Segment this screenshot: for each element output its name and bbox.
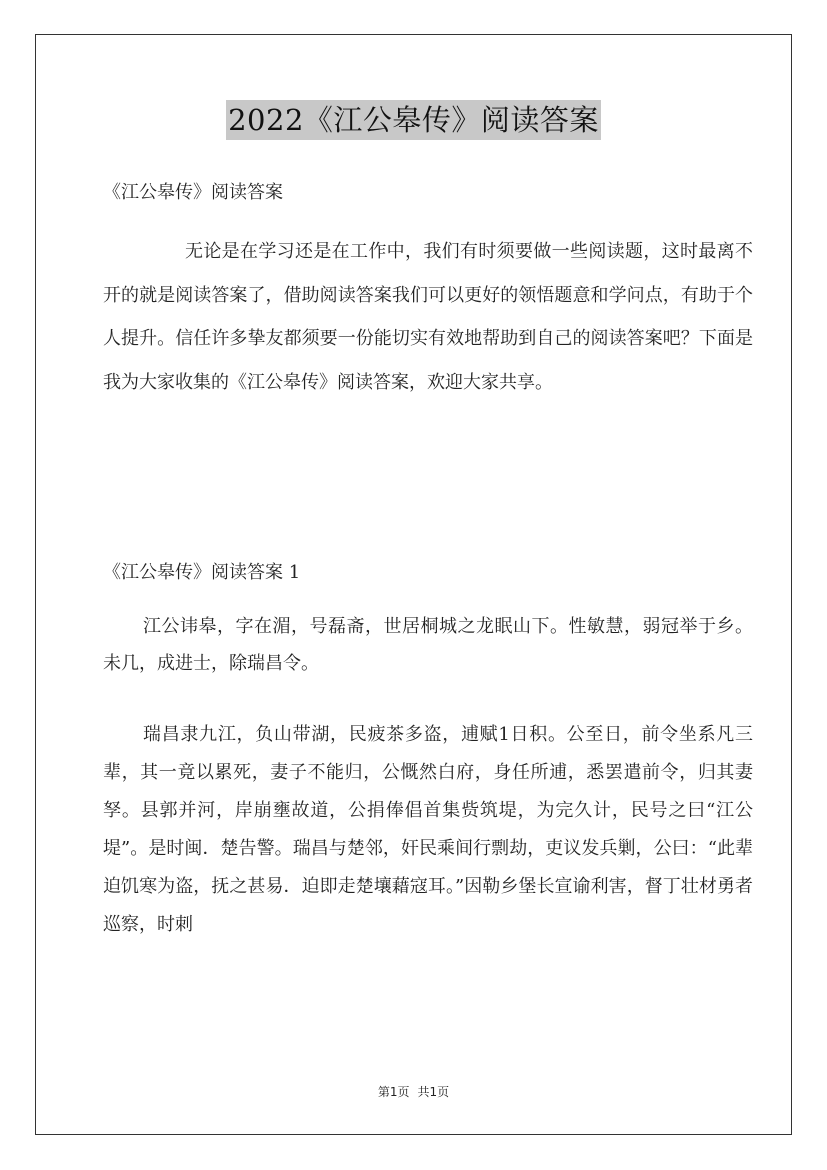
page-footer [0, 1083, 827, 1100]
page-total: 共1页 [417, 1085, 450, 1099]
title-container [0, 100, 827, 140]
body-paragraph-2: 瑞昌隶九江，负山带湖，民疲茶多盗，逋赋1日积。公至日，前令坐系凡三辈，其一竟以累死，妻子不能归，公慨然白府，身任所逋，悉罢遣前令，归其妻孥。县郭并河，岸崩壅故道，公捐俸倡首集赀筑堤，为完久计，民号之曰“江公堤”。是时闽．楚告警。瑞昌与楚邻，奸民乘间行剽劫，吏议发兵剿，公曰：“此辈迫饥寒为盗，抚之甚易．迫即走楚壤藉寇耳。”因勒乡堡长宣谕利害，督丁壮材勇者巡察，时刺 [103, 724, 753, 935]
intro-paragraph: 无论是在学习还是在工作中，我们有时须要做一些阅读题，这时最离不开的就是阅读答案了，借助阅读答案我们可以更好的领悟题意和学问点，有助于个人提升。信任许多挚友都须要一份能切实有效地帮助到自己的阅读答案吧？下面是我为大家收集的《江公皋传》阅读答案，欢迎大家共享。 [103, 241, 753, 393]
section-heading: 《江公皋传》阅读答案 1 [103, 562, 301, 583]
body-paragraph-1: 江公讳皋，字在湄，号磊斋，世居桐城之龙眠山下。性敏慧，弱冠举于乡。未几，成进士，除瑞昌令。 [103, 616, 753, 674]
document-subtitle: 《江公皋传》阅读答案 [103, 182, 283, 203]
document-title: 2022《江公皋传》阅读答案 [226, 100, 601, 140]
page-number: 第1页 [377, 1085, 410, 1099]
